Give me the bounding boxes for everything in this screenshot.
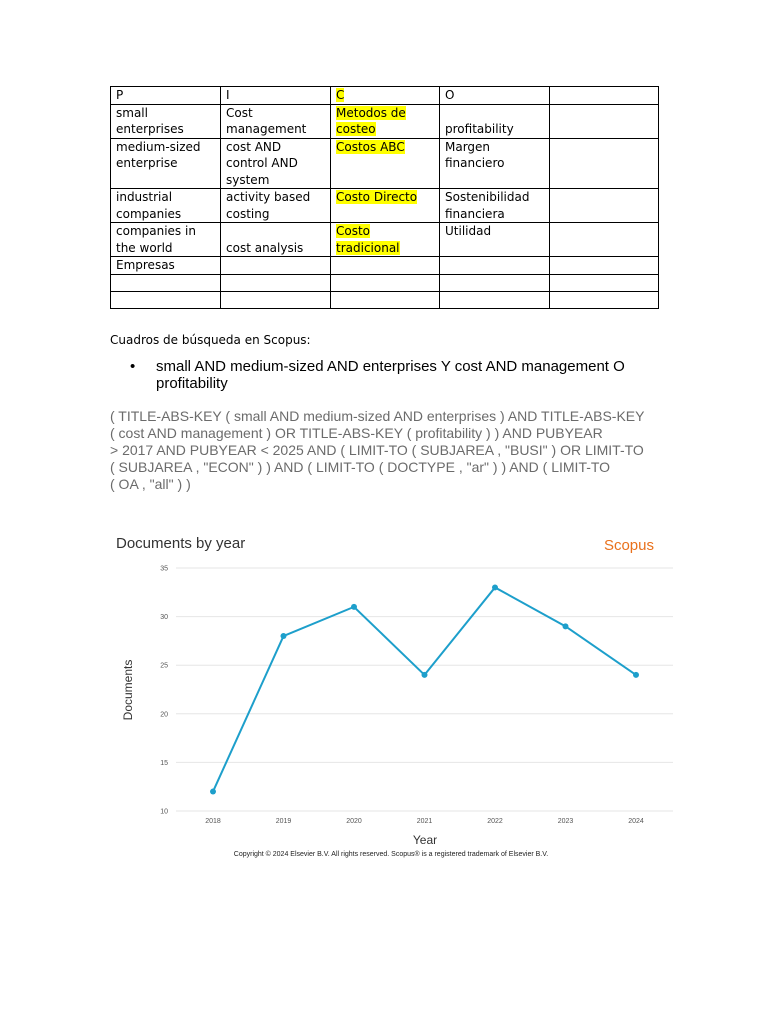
table-cell [550,104,659,138]
table-row [111,291,659,308]
y-tick-label: 15 [160,759,168,767]
table-cell [331,291,440,308]
table-cell: Costo tradicional [331,223,440,257]
table-cell: cost analysis [221,223,331,257]
table-cell [550,189,659,223]
header-cell: I [221,87,331,105]
series-points [210,584,639,794]
table-cell: companies in the world [111,223,221,257]
table-row [111,274,659,291]
table-row [111,138,659,189]
table-cell [221,257,331,275]
scopus-logo: Scopus [603,537,654,554]
table-row [111,189,659,223]
y-tick-label: 10 [160,808,168,816]
table-cell: Costo Directo [331,189,440,223]
table-row [111,104,659,138]
table-cell: cost AND control AND system [221,138,331,189]
documents-by-year-chart [108,528,678,868]
bullet-list [130,358,670,392]
table-cell [221,291,331,308]
table-row [111,257,659,275]
table-cell: Metodos de costeo [331,104,440,138]
table-cell: medium-sized enterprise [111,138,221,189]
table-cell [111,291,221,308]
table-cell: Empresas [111,257,221,275]
copyright-notice: Copyright © 2024 Elsevier B.V. All rights reserved. Scopus® is a registered trademark of Elsevier B.V. [233,851,549,858]
x-axis-ticks [205,818,644,825]
table-cell [221,274,331,291]
table-cell [440,257,550,275]
table-cell: profitability [440,104,550,138]
y-axis-ticks [160,566,168,816]
list-item [130,358,670,392]
y-tick-label: 35 [160,565,168,573]
table-cell: Utilidad [440,223,550,257]
table-cell [440,274,550,291]
x-tick-label: 2024 [628,818,644,825]
bullet-icon: • [130,358,136,375]
x-tick-label: 2018 [205,818,221,825]
search-section-title: Cuadros de búsqueda en Scopus: [110,333,311,347]
header-cell: O [440,87,550,105]
x-tick-label: 2023 [557,818,574,825]
y-axis-label: Documents [121,659,135,721]
chart-title: Documents by year [116,535,246,552]
x-tick-label: 2019 [275,818,292,825]
header-cell: C [331,87,440,105]
data-point [563,623,569,629]
table-cell [550,257,659,275]
table-cell [550,291,659,308]
chart-grid [176,568,673,811]
data-point [351,604,357,610]
table-cell: Costos ABC [331,138,440,189]
y-tick-label: 20 [160,711,168,719]
pico-table [110,86,659,309]
table-cell [111,274,221,291]
x-tick-label: 2022 [487,818,503,825]
bullet-text: small AND medium-sized AND enterprises Y cost AND management O profitability [156,358,625,392]
data-point [281,633,287,639]
table-cell [550,223,659,257]
data-point [210,789,216,795]
table-cell [550,138,659,189]
table-row [111,223,659,257]
table-cell: Margen financiero [440,138,550,189]
x-tick-label: 2021 [416,818,433,825]
table-cell: Cost management [221,104,331,138]
data-point [422,672,428,678]
y-tick-label: 30 [160,614,168,622]
series-line [213,587,636,791]
y-tick-label: 25 [160,662,168,670]
table-cell: small enterprises [111,104,221,138]
table-header-row [111,87,659,105]
search-query: ( TITLE-ABS-KEY ( small AND medium-sized AND enterprises ) AND TITLE-ABS-KEY ( cost AND management ) OR TITLE-ABS-KEY ( profitability ) ) AND PUBYEAR > 2017 AND PUBYEAR < 2025 AND ( LIMIT-TO ( SUBJAREA , "BUSI" ) OR LIMIT-TO ( SUBJAREA , "ECON" ) ) AND ( LIMIT-TO ( DOCTYPE , "ar" ) ) AND ( LIMIT-TO ( OA , "all" ) ) [110,408,645,492]
table-cell [331,257,440,275]
data-point [633,672,639,678]
table-cell: activity based costing [221,189,331,223]
data-point [492,584,498,590]
header-cell [550,87,659,105]
x-axis-label: Year [412,833,438,847]
table-cell: Sostenibilidad financiera [440,189,550,223]
table-cell [550,274,659,291]
table-cell [331,274,440,291]
x-tick-label: 2020 [346,818,362,825]
header-cell: P [111,87,221,105]
table-cell [440,291,550,308]
table-cell: industrial companies [111,189,221,223]
